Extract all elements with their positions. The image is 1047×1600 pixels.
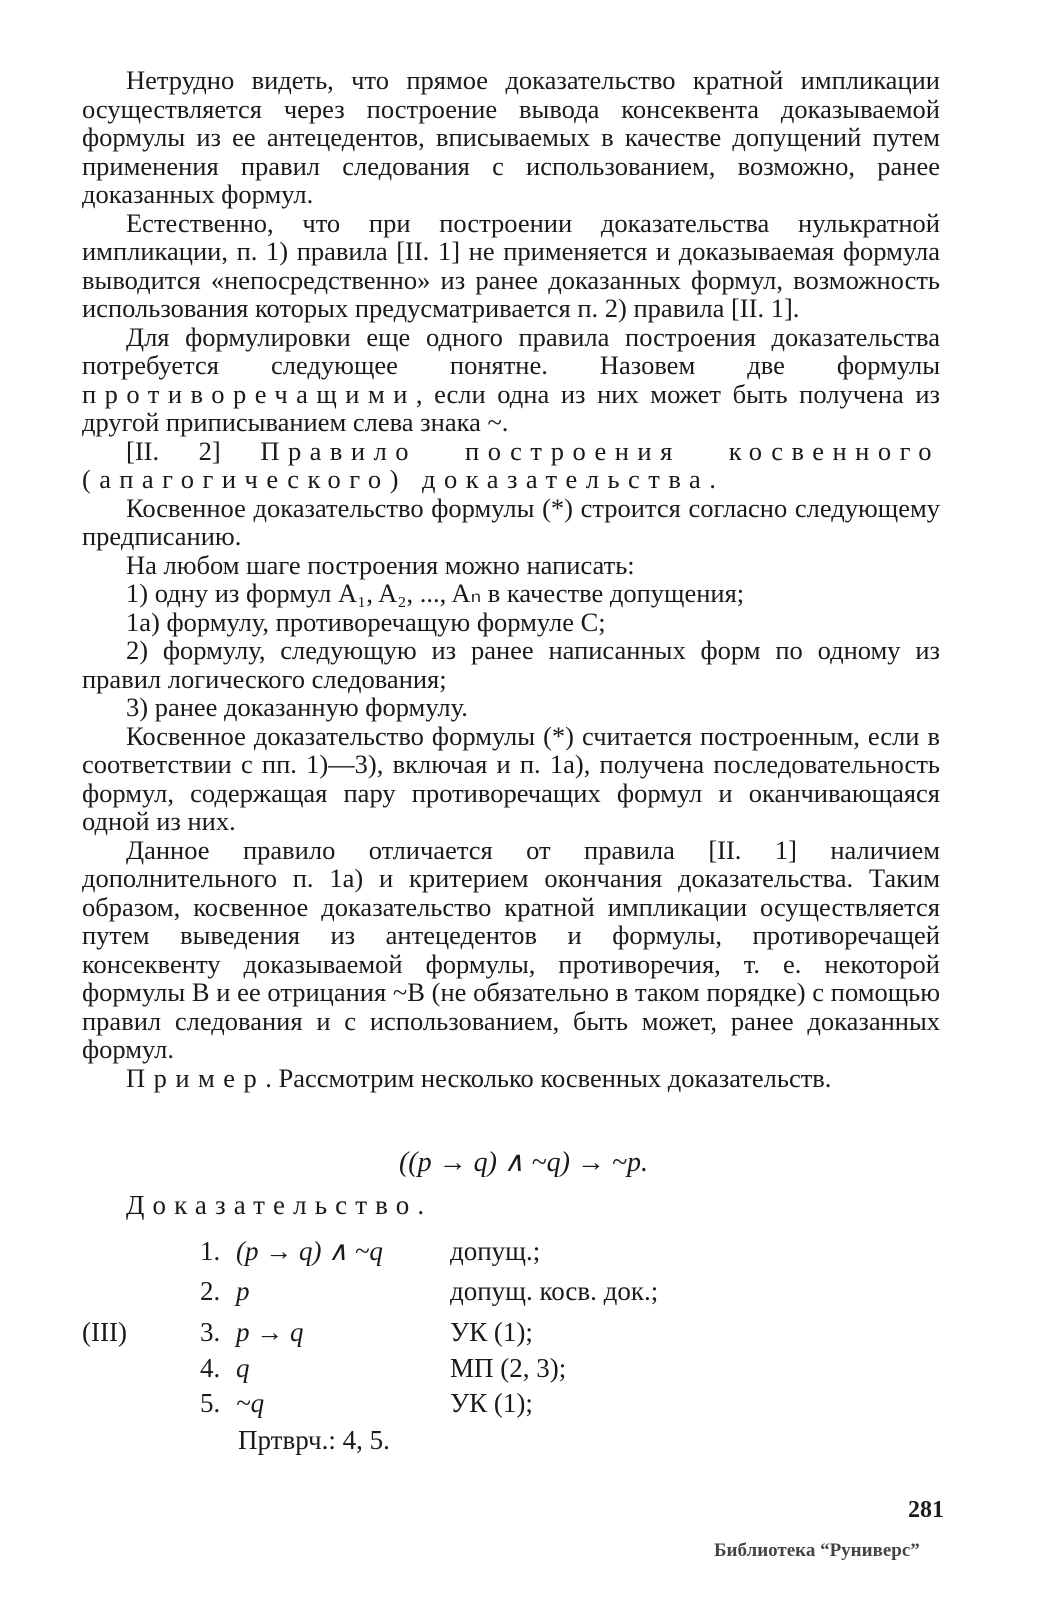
example-formula: ((p → q) ∧ ~q) → ~p. [398,1147,649,1178]
list-item: 1) одну из формул A₁, A₂, ..., Aₙ в качестве допущения; [126,578,745,608]
step-justification: допущ. косв. док.; [450,1276,659,1306]
step-formula: (p → q) ∧ ~q [236,1236,383,1266]
paragraph: На любом шаге построения можно написать: [126,549,635,580]
paragraph-part: , если одна из них может быть получена из другой приписыванием слева знака ~. [82,378,940,437]
rule-heading [82,437,940,494]
paragraph: Нетрудно видеть, что прямое доказательство кратной импликации осуществляется через построение вывода консеквента доказываемой формулы из ее антецедентов, вписываемых в качестве допущений путем применения правил следования с использованием, возможно, ранее доказанных формул. [82,65,940,209]
step-formula: p → q [236,1317,304,1347]
example-intro [82,1064,940,1093]
step-number: 1. [200,1236,221,1266]
paragraph: Косвенное доказательство формулы (*) строится согласно следующему предписанию. [82,492,940,551]
paragraph-part: . [709,464,716,494]
step-formula: p [236,1276,250,1306]
paragraph-part: . Рассмотрим несколько косвенных доказательств. [265,1062,832,1093]
paragraph: Данное правило отличается от правила [II. 1] наличием дополнительного п. 1a) и критерием окончания доказательства. Таким образом, косвенное доказательство кратной импликации осуществляется путем выведения из антецедентов и формулы, противоречащей консеквенту доказываемой формулы, противоречия, т. е. некоторой формулы B и ее отрицания ~B (не обязательно в таком порядке) с помощью правил следования и с использованием, быть может, ранее доказанных формул. [82,834,940,1064]
spaced-term: Пример [126,1062,266,1093]
contradiction-line: Пртврч.: 4, 5. [238,1425,390,1455]
step-number: 2. [200,1276,221,1306]
spaced-term: Правило построения косвенного (апагогического) доказательства [82,435,940,494]
paragraph-part: Для формулировки еще одного правила построения доказательства потребуется следующее понятне. Назовем две формулы [82,321,940,380]
step-number: 5. [200,1388,221,1418]
paragraph: Естественно, что при построении доказательства нулькратной импликации, п. 1) правила [II. 1] не применяется и доказываемая формула выводится «непосредственно» из ранее доказанных формул, возможность использования которых предусматривается п. 2) правила [II. 1]. [82,207,940,323]
list-item: 2) формулу, следующую из ранее написанных форм по одному из правил логического следования; [82,635,940,694]
step-justification: допущ.; [450,1236,541,1266]
paragraph [82,323,940,437]
step-formula: q [236,1353,250,1383]
paragraph: Косвенное доказательство формулы (*) считается построенным, если в соответствии с пп. 1)—3), включая и п. 1a), получена последовательность формул, содержащая пару противоречащих формул и оканчивающаяся одной из них. [82,720,940,836]
step-formula: ~q [236,1388,265,1418]
body-text [82,66,940,1092]
step-number: 3. [200,1317,221,1347]
list-item: 3) ранее доказанную формулу. [126,692,468,722]
step-justification: УК (1); [450,1388,533,1418]
page-number: 281 [908,1497,944,1523]
list-item: 1a) формулу, противоречащую формуле C; [126,606,606,637]
proof-label: (III) [82,1317,127,1347]
rule-number: [II. 2] [126,435,261,466]
spaced-term: противоречащими [82,378,416,409]
step-justification: МП (2, 3); [450,1353,567,1383]
step-number: 4. [200,1353,221,1383]
step-justification: УК (1); [450,1317,533,1347]
proof-title: Доказательство. [126,1190,433,1220]
library-stamp: Библиотека “Руниверс” [714,1540,920,1561]
